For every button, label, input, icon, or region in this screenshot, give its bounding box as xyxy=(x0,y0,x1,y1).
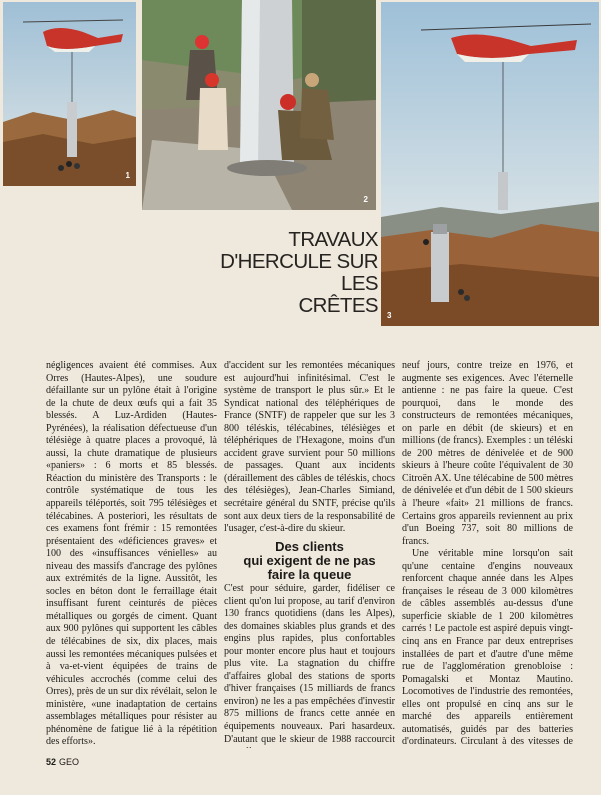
page-folio xyxy=(46,757,79,767)
subheading-line-3: faire la queue xyxy=(267,567,352,582)
column-3-paragraph: neuf jours, contre treize en 1976, et augmente ses exigences. Avec l'éternelle antienne : ne pas faire la queue. C'est pourquoi, dans le monde des constructeurs de remontées mécaniques, on parle en débit (de skieurs) et en millions (de francs). Exemples : un téléski de 200 mètres de dénivelée et de 900 skieurs à l'heure coûte l'équivalent de 30 Citroën AX. Une télécabine de 500 mètres de dénivelée et d'un débit de 1 500 skieurs à l'heure «fait» 21 millions de francs. Certains gros appareils reviennent au prix d'un Boeing 737, soit 80 millions de francs. xyxy=(402,360,573,547)
title-line-3: CRÊTES xyxy=(298,293,378,317)
column-1 xyxy=(46,360,217,748)
photo-number-1: 1 xyxy=(125,171,130,180)
title-line-2: D'HERCULE SUR LES xyxy=(220,249,378,295)
column-2-bottom xyxy=(224,583,395,748)
article-title xyxy=(196,229,378,317)
magazine-name: GEO xyxy=(59,757,80,767)
photo-number-2: 2 xyxy=(363,195,368,204)
photo-number-3: 3 xyxy=(387,311,392,320)
photo-workers-pylon-base xyxy=(142,0,376,210)
column-2-paragraph: d'accident sur les remontées mécaniques est aujourd'hui infinitésimal. C'est le système de transport le plus sûr.» Et le Syndicat national des téléphériques de France (SNTF) de rappeler que sur les 3 800 téléskis, télécabines, télésièges et téléphériques de l'Hexagone, moins d'un accident grave survient pour 50 millions de passages. Quant aux incidents (déraillement des câbles de téléskis, chocs des télésièges), Jean-Charles Simiand, secrétaire général du SNTF, précise qu'ils sont aux deux tiers de la responsabilité de l'usager, c'est-à-dire du skieur. xyxy=(224,360,395,535)
subheading-line-1: Des clients xyxy=(275,539,344,554)
column-3 xyxy=(402,360,573,748)
title-line-1: TRAVAUX xyxy=(288,227,378,251)
section-subheading xyxy=(224,540,395,582)
subheading-line-2: qui exigent de ne pas xyxy=(243,553,376,568)
column-3-paragraph: Une véritable mine lorsqu'on sait qu'une centaine d'engins nouveaux renforcent chaque année dans les Alpes françaises le réseau de 3 000 kilomètres de câbles assemblés au-dessus d'une superficie skiable de 1 200 kilomètres carrés ! Le pactole est aspiré depuis vingt-cinq ans en France par deux entreprises installées de part et d'autre d'une même rue de l'agglomération grenobloise : Pomagalski et Montaz Mautino. Locomotives de l'industrie des remontées, elles ont propulsé en cinq ans sur le marché des appareils entièrement automatisés, guidés par des batteries d'ordinateurs. Circulant à des vitesses de xyxy=(402,548,573,748)
photo-helicopter-valley xyxy=(381,2,599,326)
column-2-paragraph: C'est pour séduire, garder, fidéliser ce client qu'on lui propose, au tarif d'environ 130 francs quotidiens (dans les Alpes), des domaines skiables plus grands et des engins plus rapides, plus confortables pour monter encore plus haut et toujours plus vite. La stagnation du chiffre d'affaires global des stations de sports d'hiver françaises (15 milliards de francs environ) ne les a pas empêchées d'investir 875 millions de francs cette année en équipements nouveaux. Pari hasardeux. D'autant que le skieur de 1988 raccourcit xyxy=(224,583,395,745)
column-1-paragraph: négligences avaient été commises. Aux Orres (Hautes-Alpes), une soudure défaillante sur un pylône était à l'origine de la chute de deux œufs qui a fait 35 blessés. A Luz-Ardiden (Hautes-Pyrénées), la réalisation défectueuse d'un télésiège à quatre places a provoqué, là aussi, la chute dramatique de plusieurs «paniers» : 6 morts et 85 blessés. Réaction du ministère des Transports : le contrôle systématique de tous les appareils téléportés, soit 795 télésièges et télécabines. A posteriori, les résultats de ces examens font frémir : 15 remontées présentaient des «déficiences graves» et 100 des «insuffisances vénielles» au niveau des massifs d'ancrage des pylônes aux extrémités de la ligne. Aussitôt, les socles en béton dont le ferraillage était insuffisant furent ceinturés de pièces métalliques ou gorgés de ciment. Quant aux 900 pylônes qui supportent les câbles de télécabines de six, dix places, mais aussi les remontées mécaniques pulsées et à va-et-vient équipées de trains de véhicules accrochés (comme celui des Orres), près de un sur dix révélait, selon le ministère, «une inadaptation de certains assemblages métalliques pour résister au phénomène de fatigue lié à la répétition des efforts». xyxy=(46,360,217,748)
page-number: 52 xyxy=(46,757,57,767)
photo-helicopter-pylon xyxy=(3,2,136,186)
